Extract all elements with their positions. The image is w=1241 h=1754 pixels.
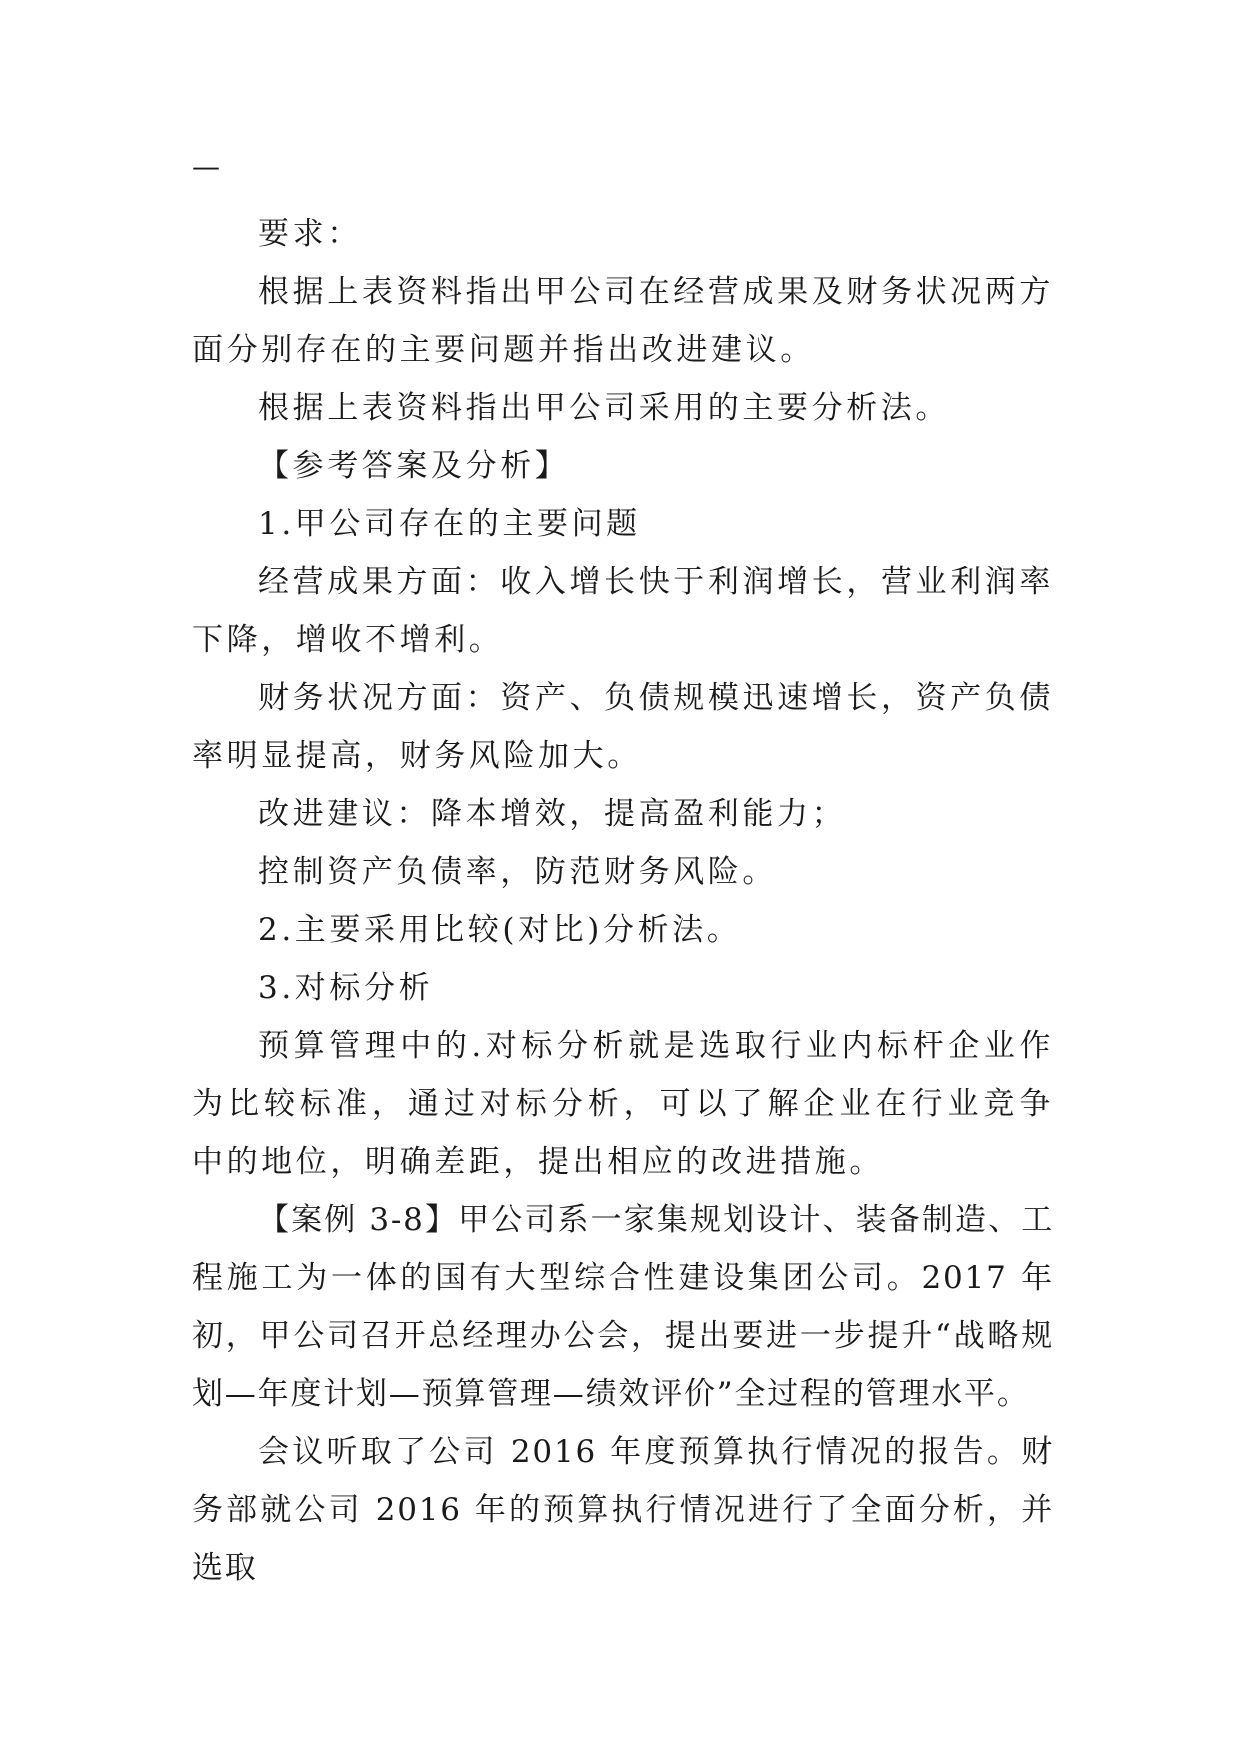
paragraph-answer-2: 2.主要采用比较(对比)分析法。	[258, 912, 742, 948]
leading-dash: —	[192, 150, 220, 183]
paragraph-financial-status: 财务状况方面：资产、负债规模迅速增长，资产负债率明显提高，财务风险加大。	[192, 680, 1054, 774]
paragraph-improvement-1: 改进建议：降本增效，提高盈利能力；	[258, 796, 847, 832]
paragraph-answer-3-heading: 3.对标分析	[258, 970, 434, 1006]
paragraph-answer-1-heading: 1.甲公司存在的主要问题	[258, 506, 641, 542]
document-page	[192, 150, 1054, 1597]
paragraph-requirement-heading: 要求：	[258, 216, 362, 252]
paragraph-requirement-2: 根据上表资料指出甲公司采用的主要分析法。	[258, 390, 950, 426]
paragraph-improvement-2: 控制资产负债率，防范财务风险。	[258, 854, 777, 890]
paragraph-answer-heading: 【参考答案及分析】	[258, 448, 570, 484]
paragraph-case-3-8: 【案例 3-8】甲公司系一家集规划设计、装备制造、工程施工为一体的国有大型综合性建设集团公司。2017 年初，甲公司召开总经理办公会，提出要进一步提升“战略规划—年度计划—预算管理—绩效评价”全过程的管理水平。	[192, 1202, 1054, 1412]
paragraph-benchmarking: 预算管理中的.对标分析就是选取行业内标杆企业作为比较标准，通过对标分析，可以了解企业在行业竞争中的地位，明确差距，提出相应的改进措施。	[192, 1028, 1054, 1180]
paragraph-requirement-1: 根据上表资料指出甲公司在经营成果及财务状况两方面分别存在的主要问题并指出改进建议。	[192, 274, 1054, 368]
paragraph-meeting: 会议听取了公司 2016 年度预算执行情况的报告。财务部就公司 2016 年的预算执行情况进行了全面分析，并选取	[192, 1434, 1054, 1586]
paragraph-operating-results: 经营成果方面：收入增长快于利润增长，营业利润率下降，增收不增利。	[192, 564, 1054, 658]
